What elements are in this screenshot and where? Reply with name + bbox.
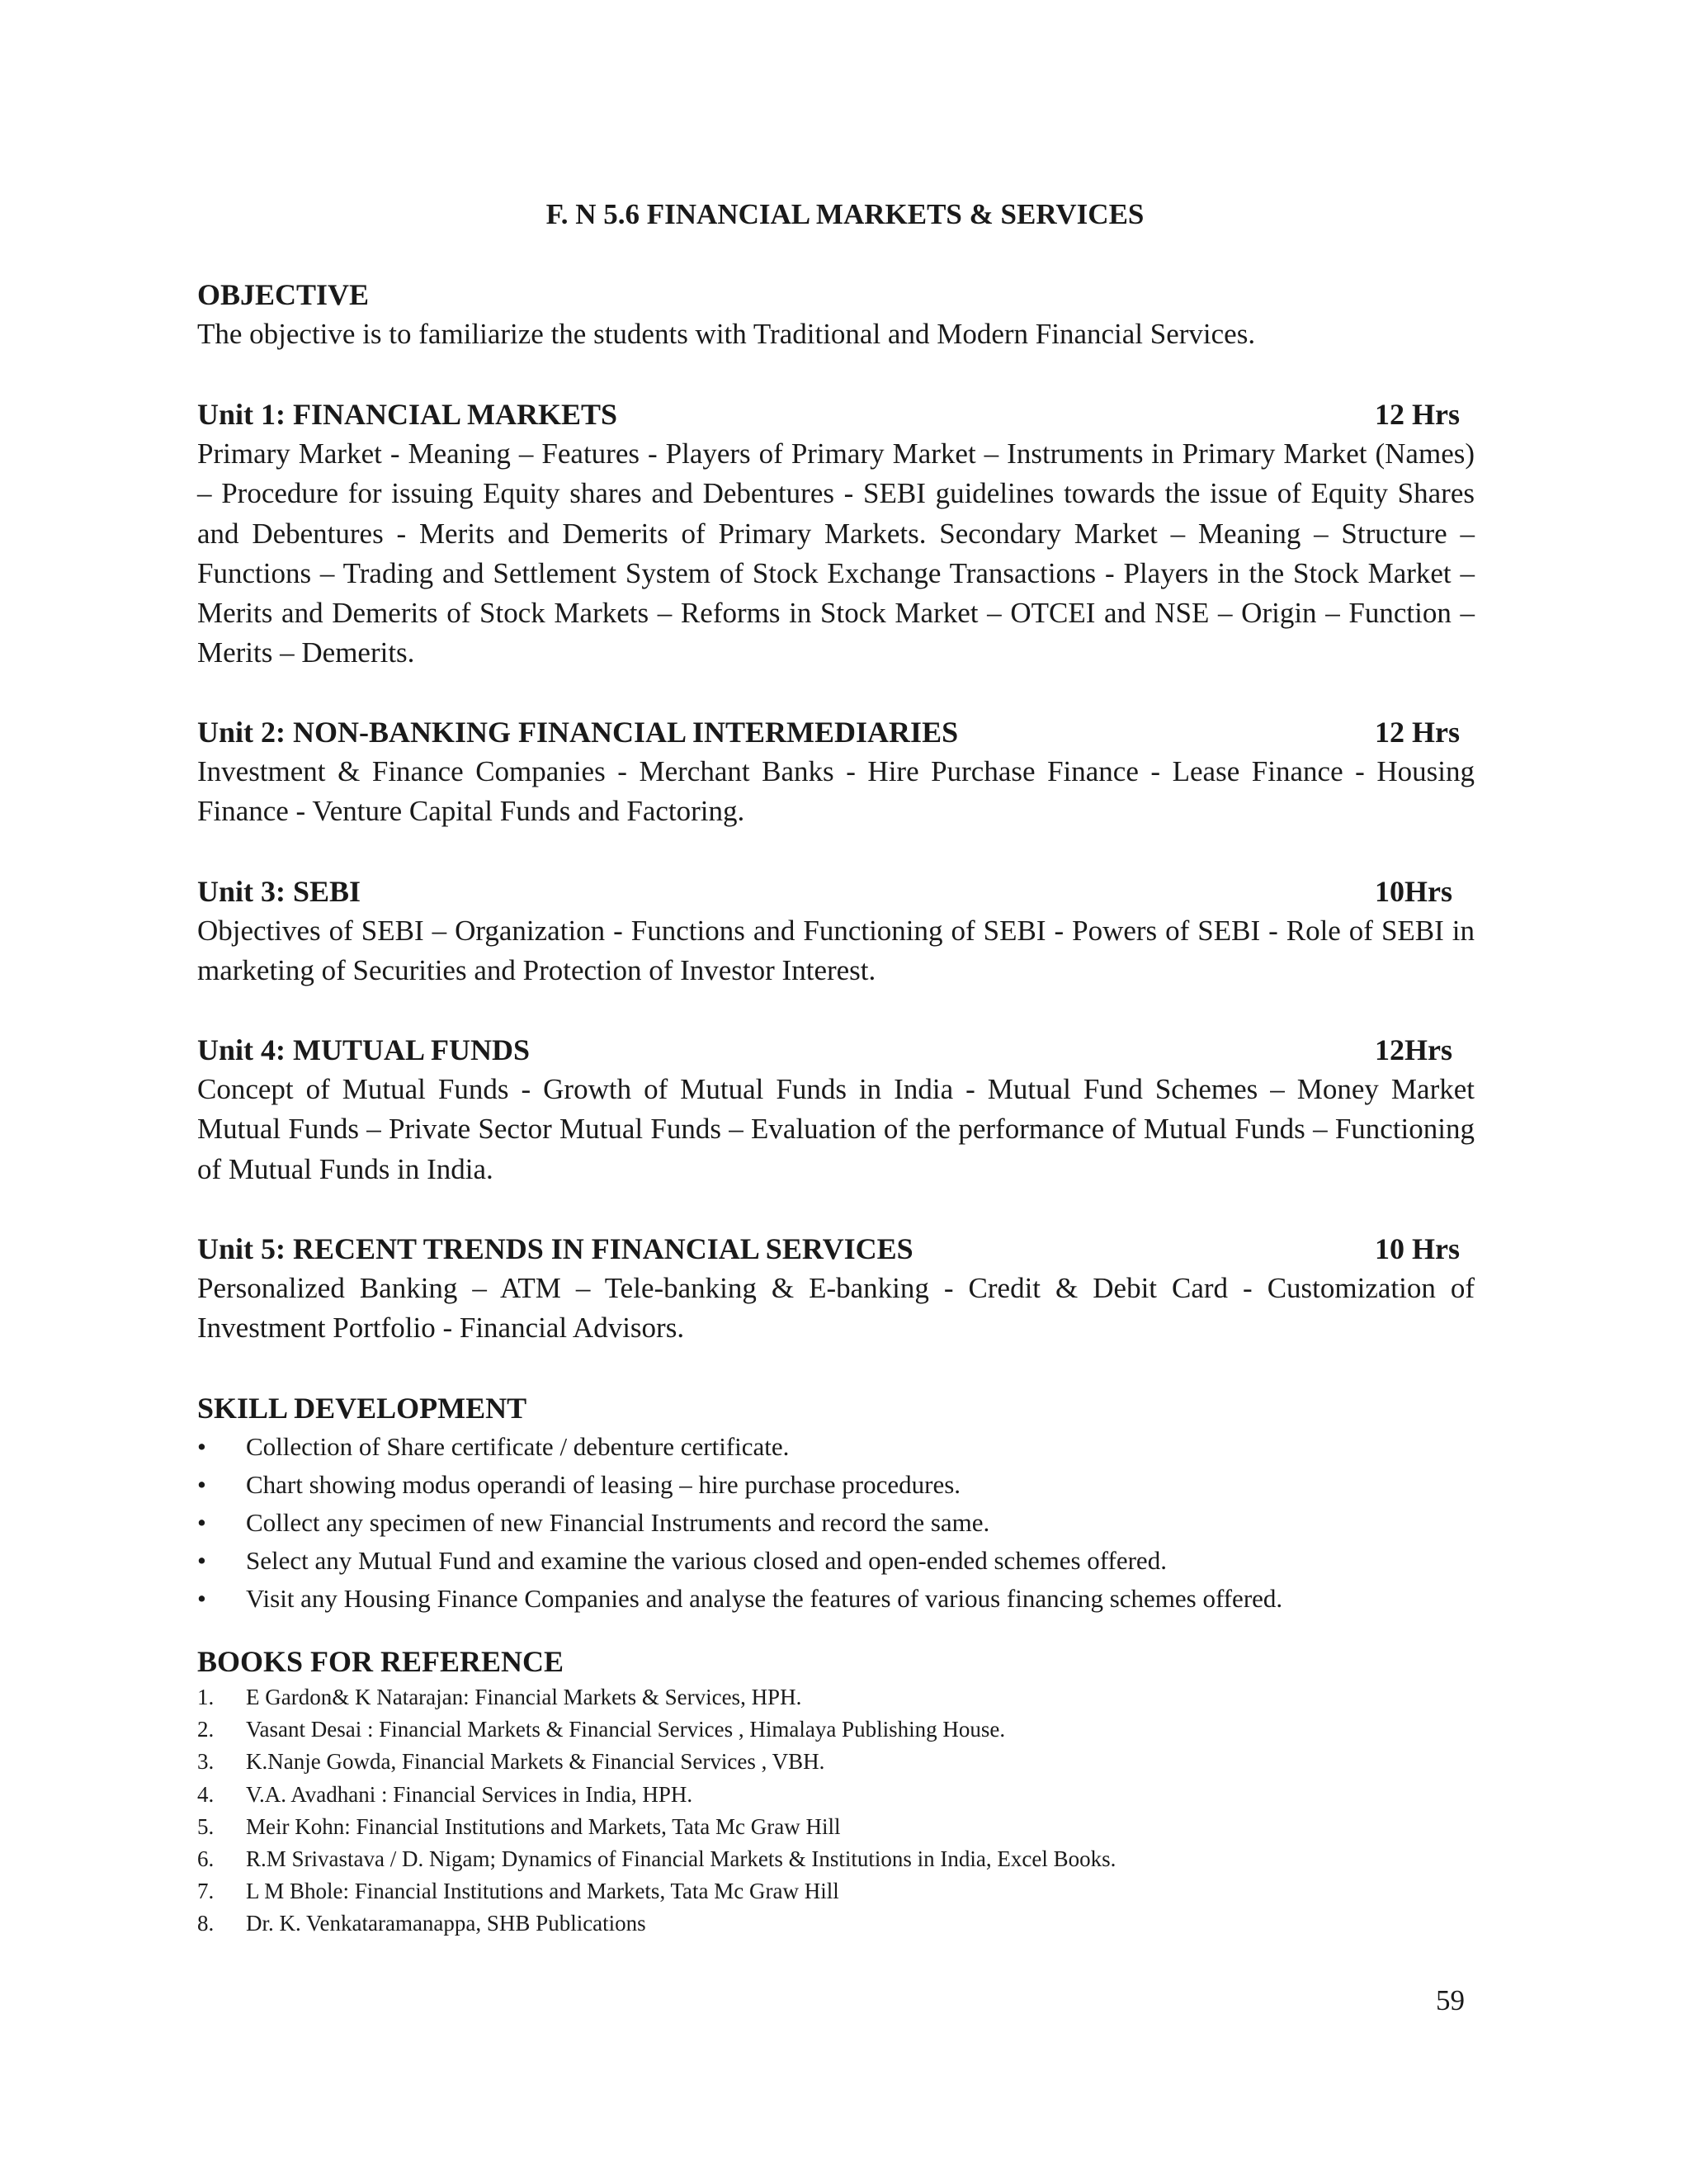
objective-text: The objective is to familiarize the students with Traditional and Modern Financial Services. (197, 318, 1256, 350)
unit-5-header (197, 1229, 1475, 1269)
unit-1-title: Unit 1: FINANCIAL MARKETS (197, 398, 618, 431)
bullet-icon: • (197, 1584, 206, 1613)
unit-4-hours: 12Hrs (1375, 1033, 1452, 1066)
book-number: 6. (197, 1846, 215, 1872)
book-text: Vasant Desai : Financial Markets & Financial Services , Himalaya Publishing House. (246, 1717, 1006, 1742)
objective-section (197, 275, 1475, 354)
book-item (197, 1746, 1475, 1778)
book-number: 3. (197, 1749, 215, 1775)
books-section (197, 1642, 1475, 1941)
unit-3-text: Objectives of SEBI – Organization - Functions and Functioning of SEBI - Powers of SEBI - Role of SEBI in marketing of Securities and Protection of Investor Interest. (197, 915, 1475, 987)
skill-development-heading: SKILL DEVELOPMENT (197, 1392, 527, 1425)
book-item (197, 1714, 1475, 1746)
list-item-text: Visit any Housing Finance Companies and analyse the features of various financing schemes offered. (246, 1584, 1283, 1613)
book-text: Dr. K. Venkataramanappa, SHB Publications (246, 1911, 646, 1936)
unit-5-title: Unit 5: RECENT TRENDS IN FINANCIAL SERVICES (197, 1232, 913, 1265)
list-item-text: Chart showing modus operandi of leasing – hire purchase procedures. (246, 1470, 961, 1499)
book-text: V.A. Avadhani : Financial Services in India, HPH. (246, 1781, 693, 1807)
bullet-icon: • (197, 1546, 206, 1575)
book-item (197, 1843, 1475, 1875)
unit-2-title: Unit 2: NON-BANKING FINANCIAL INTERMEDIARIES (197, 716, 959, 749)
book-item (197, 1681, 1475, 1714)
book-text: R.M Srivastava / D. Nigam; Dynamics of Financial Markets & Institutions in India, Excel Books. (246, 1846, 1116, 1872)
unit-2-text: Investment & Finance Companies - Merchant Banks - Hire Purchase Finance - Lease Finance - Housing Finance - Venture Capital Funds and Factoring. (197, 755, 1475, 828)
book-item (197, 1907, 1475, 1940)
unit-2-hours: 12 Hrs (1375, 716, 1460, 749)
book-item (197, 1875, 1475, 1907)
unit-4-header (197, 1030, 1475, 1070)
unit-4-section (197, 1030, 1475, 1189)
book-number: 1. (197, 1685, 215, 1709)
unit-2-header (197, 712, 1475, 752)
books-heading: BOOKS FOR REFERENCE (197, 1645, 564, 1678)
list-item-text: Select any Mutual Fund and examine the various closed and open-ended schemes offered. (246, 1546, 1167, 1575)
unit-3-hours: 10Hrs (1375, 875, 1452, 908)
skill-development-section (197, 1388, 1475, 1618)
book-number: 7. (197, 1879, 215, 1904)
book-text: E Gardon& K Natarajan: Financial Markets & Services, HPH. (246, 1685, 802, 1709)
book-text: L M Bhole: Financial Institutions and Markets, Tata Mc Graw Hill (246, 1879, 839, 1904)
unit-3-title: Unit 3: SEBI (197, 875, 361, 908)
book-text: Meir Kohn: Financial Institutions and Markets, Tata Mc Graw Hill (246, 1813, 841, 1839)
list-item (197, 1466, 1475, 1504)
unit-5-text: Personalized Banking – ATM – Tele-banking & E-banking - Credit & Debit Card - Customization of Investment Portfolio - Financial Advisors. (197, 1272, 1475, 1345)
unit-4-title: Unit 4: MUTUAL FUNDS (197, 1033, 531, 1066)
skill-development-list (197, 1428, 1475, 1618)
book-number: 2. (197, 1717, 215, 1742)
unit-3-header (197, 872, 1475, 911)
books-list (197, 1681, 1475, 1941)
page-title: F. N 5.6 FINANCIAL MARKETS & SERVICES (545, 198, 1145, 230)
bullet-icon: • (197, 1432, 206, 1461)
unit-1-header (197, 395, 1475, 434)
book-number: 5. (197, 1813, 215, 1839)
bullet-icon: • (197, 1470, 206, 1499)
unit-2-section (197, 712, 1475, 832)
unit-4-text: Concept of Mutual Funds - Growth of Mutual Funds in India - Mutual Fund Schemes – Money Market Mutual Funds – Private Sector Mutual Funds – Evaluation of the performance of Mutual Funds – Functioning of Mutual Funds in India. (197, 1073, 1475, 1185)
unit-5-hours: 10 Hrs (1375, 1232, 1460, 1265)
list-item (197, 1542, 1475, 1580)
unit-1-section (197, 395, 1475, 674)
list-item (197, 1504, 1475, 1542)
unit-5-section (197, 1229, 1475, 1349)
page-number: 59 (1436, 1984, 1465, 2016)
list-item-text: Collection of Share certificate / debenture certificate. (246, 1432, 790, 1461)
list-item (197, 1428, 1475, 1466)
book-number: 8. (197, 1911, 215, 1936)
list-item-text: Collect any specimen of new Financial Instruments and record the same. (246, 1508, 990, 1537)
unit-3-section (197, 872, 1475, 991)
bullet-icon: • (197, 1508, 206, 1537)
unit-1-hours: 12 Hrs (1375, 398, 1460, 431)
list-item (197, 1580, 1475, 1618)
unit-1-text: Primary Market - Meaning – Features - Players of Primary Market – Instruments in Primary Market (Names) – Procedure for issuing Equity shares and Debentures - SEBI guidelines towards the issue of Equity Shares and Debentures - Merits and Demerits of Primary Markets. Secondary Market – Meaning – Structure – Functions – Trading and Settlement System of Stock Exchange Transactions - Players in the Stock Market – Merits and Demerits of Stock Markets – Reforms in Stock Market – OTCEI and NSE – Origin – Function – Merits – Demerits. (197, 437, 1475, 669)
book-item (197, 1779, 1475, 1811)
book-item (197, 1811, 1475, 1843)
book-number: 4. (197, 1781, 215, 1807)
book-text: K.Nanje Gowda, Financial Markets & Financial Services , VBH. (246, 1749, 825, 1775)
objective-heading: OBJECTIVE (197, 278, 370, 311)
